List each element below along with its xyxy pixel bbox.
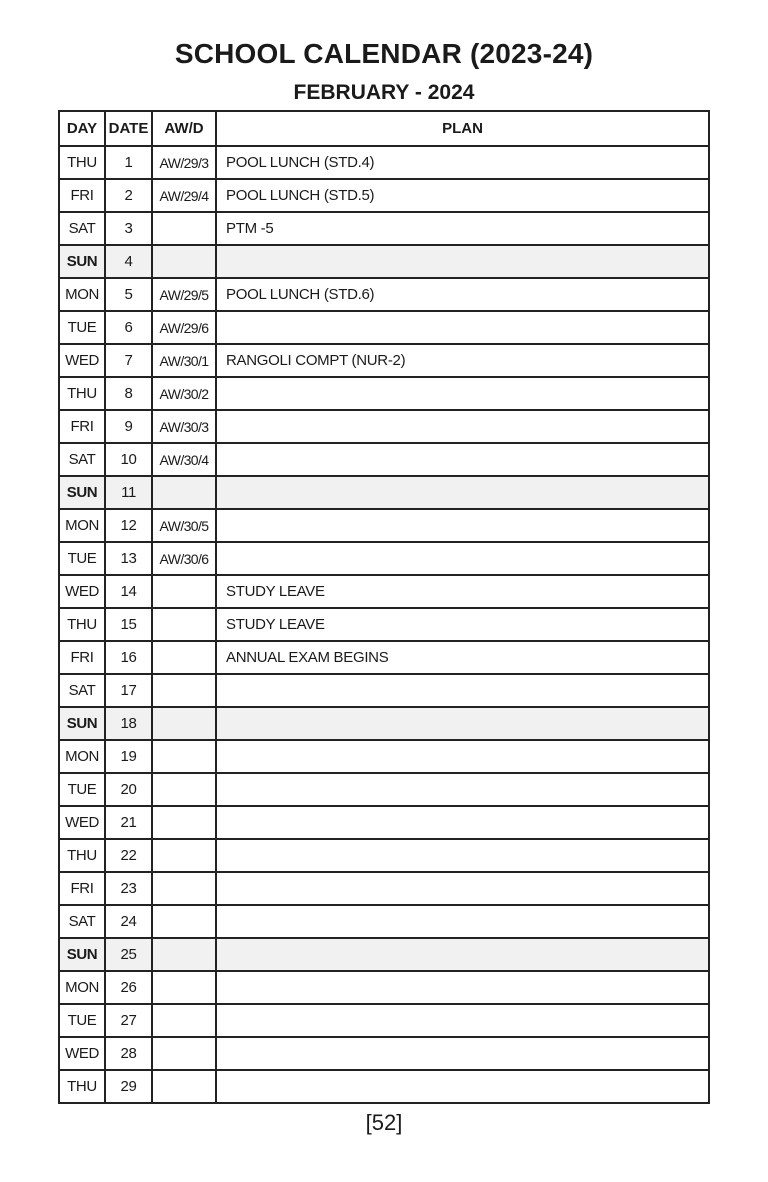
awd-cell: [152, 212, 216, 245]
table-row: [59, 971, 709, 1004]
table-row: [59, 146, 709, 179]
plan-cell: [216, 806, 709, 839]
table-row: [59, 740, 709, 773]
page-title: SCHOOL CALENDAR (2023-24): [174, 38, 594, 69]
plan-cell: [216, 905, 709, 938]
day-cell: THU: [59, 839, 105, 872]
date-cell: 15: [105, 608, 152, 641]
plan-cell: [216, 410, 709, 443]
table-row: [59, 674, 709, 707]
plan-cell: ANNUAL EXAM BEGINS: [216, 641, 709, 674]
day-cell: FRI: [59, 410, 105, 443]
day-cell: FRI: [59, 872, 105, 905]
day-cell: THU: [59, 146, 105, 179]
awd-cell: [152, 245, 216, 278]
awd-cell: [152, 1004, 216, 1037]
awd-cell: AW/30/2: [152, 377, 216, 410]
table-row: [59, 839, 709, 872]
plan-cell: POOL LUNCH (STD.5): [216, 179, 709, 212]
day-cell: SAT: [59, 674, 105, 707]
day-cell: SUN: [59, 245, 105, 278]
day-cell: WED: [59, 575, 105, 608]
date-cell: 26: [105, 971, 152, 1004]
awd-cell: AW/29/3: [152, 146, 216, 179]
day-cell: SAT: [59, 212, 105, 245]
table-row: [59, 641, 709, 674]
table-row: [59, 311, 709, 344]
date-cell: 20: [105, 773, 152, 806]
table-row: [59, 410, 709, 443]
day-cell: FRI: [59, 641, 105, 674]
table-row: [59, 344, 709, 377]
table-row: [59, 905, 709, 938]
plan-cell: [216, 443, 709, 476]
date-cell: 14: [105, 575, 152, 608]
date-cell: 6: [105, 311, 152, 344]
header-plan: PLAN: [216, 111, 709, 146]
date-cell: 4: [105, 245, 152, 278]
day-cell: SAT: [59, 905, 105, 938]
awd-cell: AW/29/5: [152, 278, 216, 311]
date-cell: 29: [105, 1070, 152, 1103]
date-cell: 23: [105, 872, 152, 905]
awd-cell: [152, 707, 216, 740]
day-cell: FRI: [59, 179, 105, 212]
awd-cell: [152, 608, 216, 641]
day-cell: SUN: [59, 476, 105, 509]
header-date: DATE: [105, 111, 152, 146]
date-cell: 18: [105, 707, 152, 740]
page-number: [52]: [365, 1110, 403, 1135]
date-cell: 1: [105, 146, 152, 179]
plan-cell: [216, 509, 709, 542]
date-cell: 11: [105, 476, 152, 509]
table-row: [59, 608, 709, 641]
awd-cell: [152, 971, 216, 1004]
table-row: [59, 245, 709, 278]
date-cell: 7: [105, 344, 152, 377]
header-awd: AW/D: [152, 111, 216, 146]
awd-cell: AW/29/6: [152, 311, 216, 344]
table-row: [59, 542, 709, 575]
table-row: [59, 443, 709, 476]
day-cell: THU: [59, 1070, 105, 1103]
awd-cell: AW/30/4: [152, 443, 216, 476]
day-cell: TUE: [59, 773, 105, 806]
plan-cell: [216, 971, 709, 1004]
plan-cell: [216, 1037, 709, 1070]
date-cell: 16: [105, 641, 152, 674]
table-row: [59, 773, 709, 806]
day-cell: WED: [59, 344, 105, 377]
plan-cell: [216, 674, 709, 707]
day-cell: SAT: [59, 443, 105, 476]
day-cell: MON: [59, 740, 105, 773]
table-row: [59, 872, 709, 905]
day-cell: TUE: [59, 311, 105, 344]
table-row: [59, 575, 709, 608]
awd-cell: AW/30/1: [152, 344, 216, 377]
plan-cell: [216, 542, 709, 575]
awd-cell: [152, 905, 216, 938]
awd-cell: [152, 641, 216, 674]
date-cell: 21: [105, 806, 152, 839]
day-cell: TUE: [59, 542, 105, 575]
date-cell: 28: [105, 1037, 152, 1070]
plan-cell: [216, 740, 709, 773]
date-cell: 25: [105, 938, 152, 971]
plan-cell: PTM -5: [216, 212, 709, 245]
table-row: [59, 509, 709, 542]
table-row: [59, 707, 709, 740]
awd-cell: [152, 872, 216, 905]
date-cell: 8: [105, 377, 152, 410]
plan-cell: [216, 476, 709, 509]
date-cell: 24: [105, 905, 152, 938]
awd-cell: [152, 773, 216, 806]
day-cell: SUN: [59, 938, 105, 971]
date-cell: 3: [105, 212, 152, 245]
plan-cell: [216, 377, 709, 410]
plan-cell: [216, 773, 709, 806]
awd-cell: [152, 839, 216, 872]
day-cell: TUE: [59, 1004, 105, 1037]
table-row: [59, 212, 709, 245]
table-row: [59, 179, 709, 212]
awd-cell: AW/29/4: [152, 179, 216, 212]
plan-cell: [216, 311, 709, 344]
day-cell: SUN: [59, 707, 105, 740]
awd-cell: [152, 1037, 216, 1070]
plan-cell: [216, 245, 709, 278]
day-cell: WED: [59, 806, 105, 839]
awd-cell: [152, 476, 216, 509]
header-row: [59, 111, 709, 146]
awd-cell: [152, 938, 216, 971]
awd-cell: AW/30/3: [152, 410, 216, 443]
awd-cell: [152, 575, 216, 608]
day-cell: MON: [59, 509, 105, 542]
table-row: [59, 278, 709, 311]
table-row: [59, 1070, 709, 1103]
month-subtitle: FEBRUARY - 2024: [293, 81, 475, 104]
table-row: [59, 1037, 709, 1070]
calendar-table: [58, 110, 710, 1104]
plan-cell: POOL LUNCH (STD.4): [216, 146, 709, 179]
plan-cell: RANGOLI COMPT (NUR-2): [216, 344, 709, 377]
date-cell: 22: [105, 839, 152, 872]
date-cell: 17: [105, 674, 152, 707]
date-cell: 10: [105, 443, 152, 476]
table-row: [59, 1004, 709, 1037]
header-day: DAY: [59, 111, 105, 146]
date-cell: 27: [105, 1004, 152, 1037]
date-cell: 12: [105, 509, 152, 542]
plan-cell: [216, 1004, 709, 1037]
date-cell: 19: [105, 740, 152, 773]
table-row: [59, 476, 709, 509]
day-cell: MON: [59, 971, 105, 1004]
awd-cell: [152, 674, 216, 707]
calendar-table-body: [59, 146, 709, 1103]
plan-cell: [216, 872, 709, 905]
date-cell: 13: [105, 542, 152, 575]
plan-cell: STUDY LEAVE: [216, 608, 709, 641]
date-cell: 9: [105, 410, 152, 443]
plan-cell: [216, 1070, 709, 1103]
plan-cell: [216, 839, 709, 872]
day-cell: WED: [59, 1037, 105, 1070]
awd-cell: AW/30/6: [152, 542, 216, 575]
awd-cell: [152, 806, 216, 839]
plan-cell: STUDY LEAVE: [216, 575, 709, 608]
table-row: [59, 377, 709, 410]
day-cell: MON: [59, 278, 105, 311]
plan-cell: POOL LUNCH (STD.6): [216, 278, 709, 311]
date-cell: 5: [105, 278, 152, 311]
awd-cell: [152, 1070, 216, 1103]
awd-cell: [152, 740, 216, 773]
awd-cell: AW/30/5: [152, 509, 216, 542]
day-cell: THU: [59, 608, 105, 641]
table-row: [59, 806, 709, 839]
date-cell: 2: [105, 179, 152, 212]
table-row: [59, 938, 709, 971]
calendar-table-header: [59, 111, 709, 146]
day-cell: THU: [59, 377, 105, 410]
plan-cell: [216, 938, 709, 971]
plan-cell: [216, 707, 709, 740]
